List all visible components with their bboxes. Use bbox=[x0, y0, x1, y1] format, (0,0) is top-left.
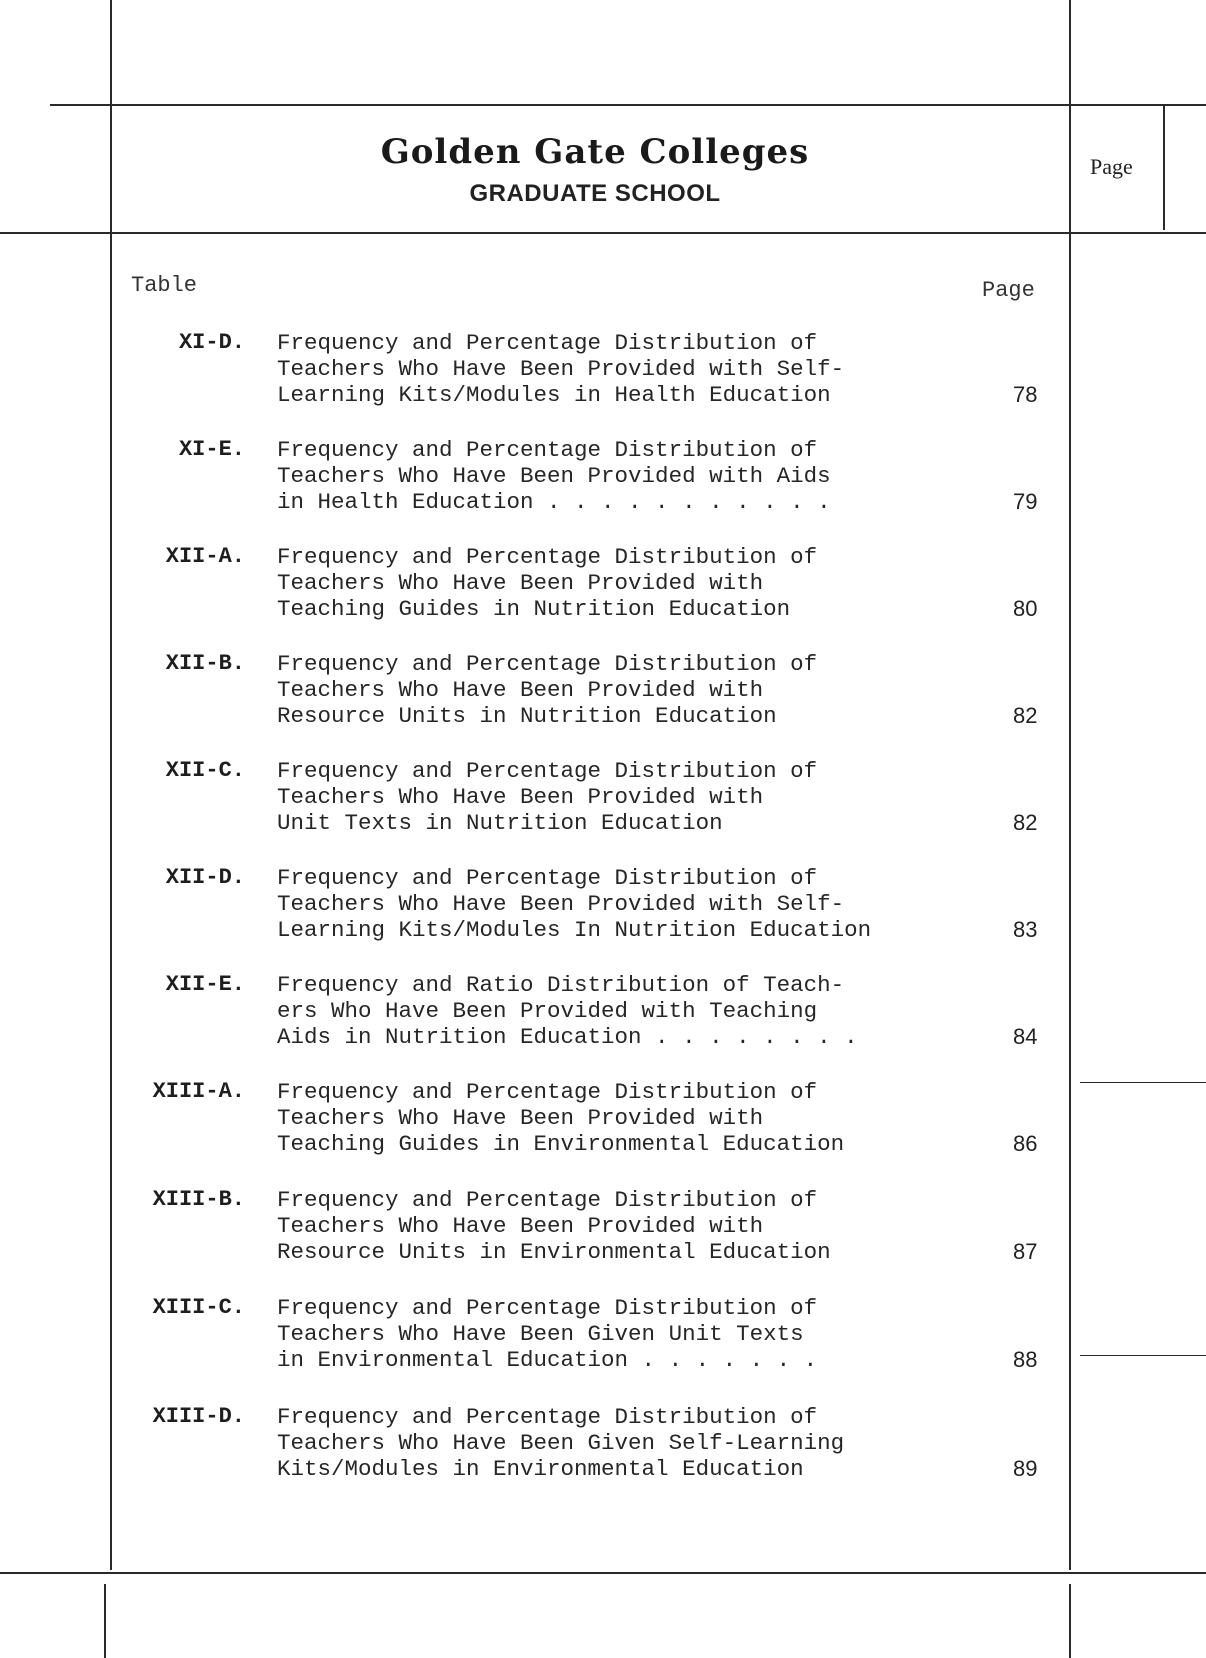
page-number: 83 bbox=[1013, 917, 1038, 942]
list-item bbox=[0, 330, 1206, 410]
list-item bbox=[0, 1187, 1206, 1267]
table-number: XII-A. bbox=[165, 544, 245, 569]
entry-title-line: Frequency and Percentage Distribution of bbox=[277, 1187, 818, 1213]
entry-title-line: Frequency and Percentage Distribution of bbox=[277, 1295, 818, 1321]
school-name: GRADUATE SCHOOL bbox=[469, 180, 721, 207]
table-number: XIII-A. bbox=[152, 1079, 245, 1104]
entry-title-line: in Health Education . . . . . . . . . . . bbox=[277, 489, 831, 515]
page-number: 80 bbox=[1013, 596, 1038, 621]
entry-title-line: Frequency and Percentage Distribution of bbox=[277, 1079, 818, 1105]
entry-title-line: in Environmental Education . . . . . . . bbox=[277, 1347, 818, 1373]
entry-title-line: Teachers Who Have Been Provided with bbox=[277, 784, 764, 810]
list-item bbox=[0, 651, 1206, 731]
entry-title-line: Teachers Who Have Been Provided with bbox=[277, 677, 764, 703]
page-number: 84 bbox=[1013, 1024, 1038, 1049]
table-number: XII-B. bbox=[165, 651, 245, 676]
table-number: XIII-B. bbox=[152, 1187, 245, 1212]
entry-title-line: Learning Kits/Modules In Nutrition Education bbox=[277, 917, 872, 943]
table-number: XIII-C. bbox=[152, 1295, 245, 1320]
entry-title-line: Learning Kits/Modules in Health Education bbox=[277, 382, 831, 408]
entry-title-line: Resource Units in Environmental Education bbox=[277, 1239, 831, 1265]
page-number: 79 bbox=[1013, 489, 1038, 514]
page-number: 78 bbox=[1013, 382, 1038, 407]
table-number: XII-E. bbox=[165, 972, 245, 997]
list-item bbox=[0, 865, 1206, 945]
entry-title-line: Frequency and Percentage Distribution of bbox=[277, 544, 818, 570]
entry-title-line: Teaching Guides in Environmental Education bbox=[277, 1131, 845, 1157]
entry-title-line: Teachers Who Have Been Provided with Aids bbox=[277, 463, 831, 489]
list-item bbox=[0, 1079, 1206, 1159]
page-number: 89 bbox=[1013, 1456, 1038, 1481]
entry-title-line: Teachers Who Have Been Provided with bbox=[277, 1105, 764, 1131]
entry-title-line: Frequency and Percentage Distribution of bbox=[277, 651, 818, 677]
entry-title-line: Teachers Who Have Been Provided with bbox=[277, 1213, 764, 1239]
entry-title-line: Frequency and Percentage Distribution of bbox=[277, 1404, 818, 1430]
page-number: 87 bbox=[1013, 1239, 1038, 1264]
table-number: XIII-D. bbox=[152, 1404, 245, 1429]
list-item bbox=[0, 1404, 1206, 1484]
entry-title-line: Frequency and Percentage Distribution of bbox=[277, 758, 818, 784]
entry-title-line: Unit Texts in Nutrition Education bbox=[277, 810, 723, 836]
list-item bbox=[0, 1295, 1206, 1375]
entry-title-line: Teaching Guides in Nutrition Education bbox=[277, 596, 791, 622]
entry-title-line: Frequency and Ratio Distribution of Teach- bbox=[277, 972, 845, 998]
table-column-label: Table bbox=[131, 273, 198, 298]
header-page-label: Page bbox=[1090, 154, 1133, 179]
entry-title-line: Teachers Who Have Been Given Self-Learning bbox=[277, 1430, 845, 1456]
list-item bbox=[0, 758, 1206, 838]
table-number: XI-D. bbox=[178, 330, 245, 355]
entry-title-line: Teachers Who Have Been Provided with Self- bbox=[277, 891, 845, 917]
table-number: XII-D. bbox=[165, 865, 245, 890]
entry-title-line: Aids in Nutrition Education . . . . . . . . bbox=[277, 1024, 858, 1050]
table-number: XII-C. bbox=[165, 758, 245, 783]
page-number: 82 bbox=[1013, 703, 1038, 728]
college-name: Golden Gate Colleges bbox=[380, 132, 810, 172]
entry-title-line: Frequency and Percentage Distribution of bbox=[277, 437, 818, 463]
list-item bbox=[0, 972, 1206, 1052]
entry-title-line: Kits/Modules in Environmental Education bbox=[277, 1456, 804, 1482]
entry-title-line: Teachers Who Have Been Provided with bbox=[277, 570, 764, 596]
entry-title-line: Teachers Who Have Been Provided with Self- bbox=[277, 356, 845, 382]
page-number: 82 bbox=[1013, 810, 1038, 835]
entry-title-line: Resource Units in Nutrition Education bbox=[277, 703, 777, 729]
page-number: 86 bbox=[1013, 1131, 1038, 1156]
entry-title-line: Frequency and Percentage Distribution of bbox=[277, 330, 818, 356]
page-number: 88 bbox=[1013, 1347, 1038, 1372]
entry-title-line: ers Who Have Been Provided with Teaching bbox=[277, 998, 818, 1024]
page-column-label: Page bbox=[982, 278, 1035, 303]
list-item bbox=[0, 437, 1206, 517]
list-item bbox=[0, 544, 1206, 624]
entry-title-line: Teachers Who Have Been Given Unit Texts bbox=[277, 1321, 804, 1347]
table-number: XI-E. bbox=[178, 437, 245, 462]
entry-title-line: Frequency and Percentage Distribution of bbox=[277, 865, 818, 891]
